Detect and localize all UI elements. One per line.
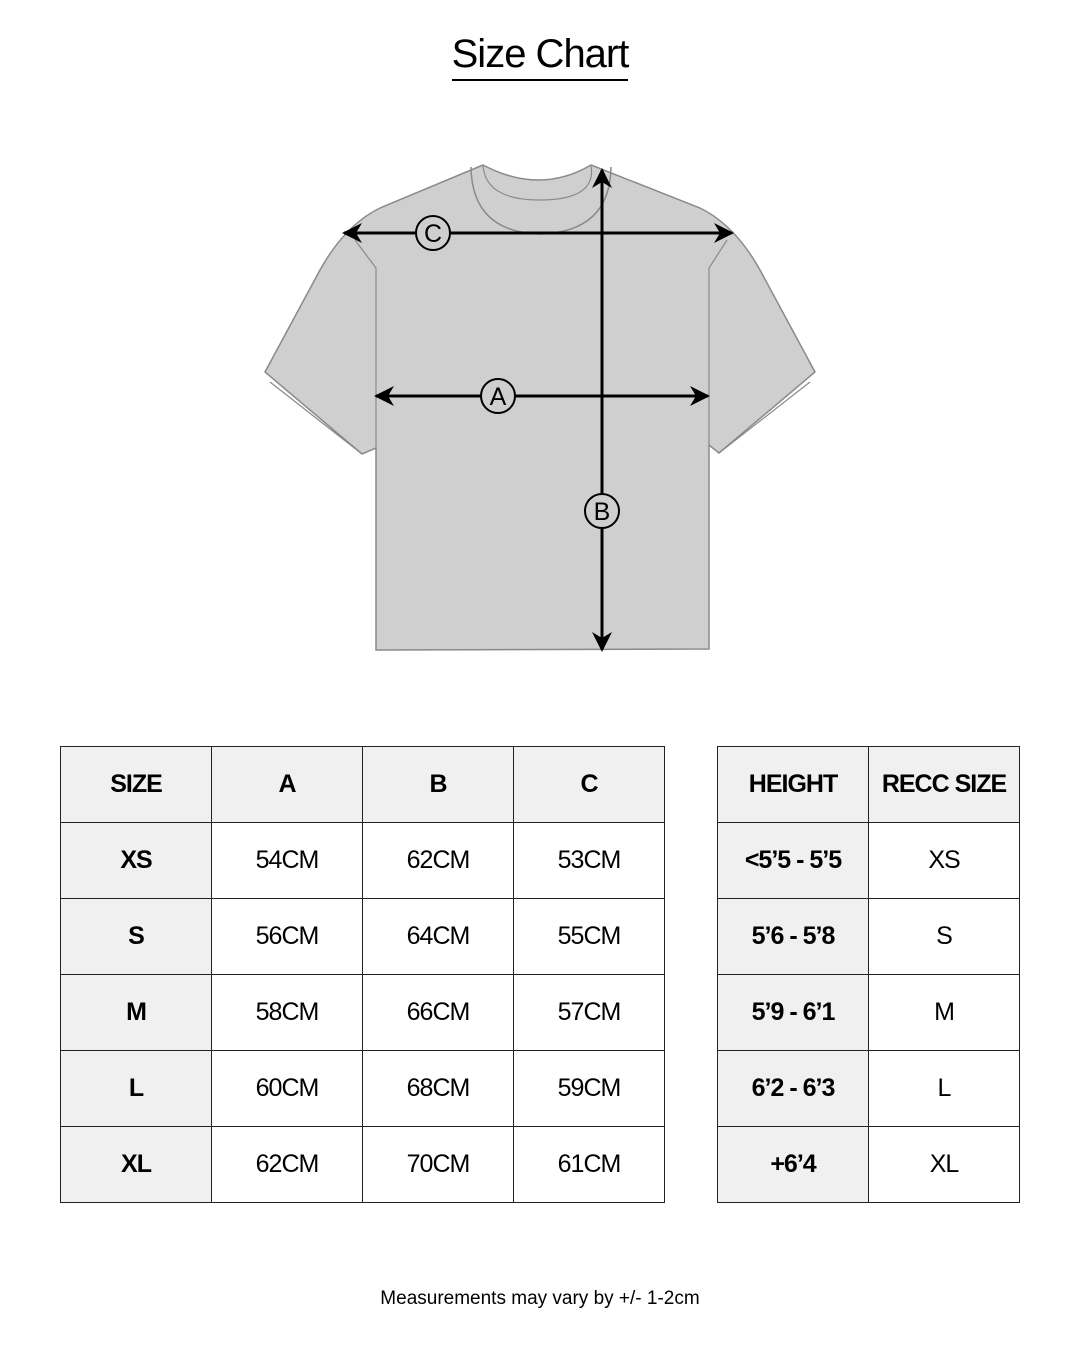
- table-row: [718, 823, 1020, 899]
- measure-a-label: A: [489, 383, 507, 411]
- header-size: SIZE: [61, 747, 212, 823]
- tshirt-shape: [265, 165, 815, 650]
- measure-b-label: B: [593, 498, 611, 526]
- a-cell: 60CM: [212, 1051, 363, 1127]
- a-cell: 54CM: [212, 823, 363, 899]
- measure-c-label: C: [423, 220, 443, 248]
- height-cell: +6’4: [718, 1127, 869, 1203]
- page-title-text: Size Chart: [452, 32, 629, 81]
- a-cell: 56CM: [212, 899, 363, 975]
- header-a: A: [212, 747, 363, 823]
- b-cell: 68CM: [363, 1051, 514, 1127]
- a-cell: 62CM: [212, 1127, 363, 1203]
- size-cell: S: [61, 899, 212, 975]
- c-cell: 53CM: [514, 823, 665, 899]
- table-row: [61, 975, 665, 1051]
- size-table-header-row: [61, 747, 665, 823]
- height-cell: 5’6 - 5’8: [718, 899, 869, 975]
- table-row: [61, 1127, 665, 1203]
- a-cell: 58CM: [212, 975, 363, 1051]
- height-cell: 5’9 - 6’1: [718, 975, 869, 1051]
- b-cell: 64CM: [363, 899, 514, 975]
- table-row: [61, 899, 665, 975]
- recc-size-cell: L: [869, 1051, 1020, 1127]
- size-cell: M: [61, 975, 212, 1051]
- b-cell: 70CM: [363, 1127, 514, 1203]
- table-row: [718, 1127, 1020, 1203]
- b-cell: 66CM: [363, 975, 514, 1051]
- c-cell: 61CM: [514, 1127, 665, 1203]
- size-table: [60, 746, 665, 1203]
- table-row: [718, 1051, 1020, 1127]
- c-cell: 57CM: [514, 975, 665, 1051]
- header-recc-size: RECC SIZE: [869, 747, 1020, 823]
- header-b: B: [363, 747, 514, 823]
- size-cell: L: [61, 1051, 212, 1127]
- table-row: [61, 1051, 665, 1127]
- size-cell: XL: [61, 1127, 212, 1203]
- height-table: [717, 746, 1020, 1203]
- recc-size-cell: M: [869, 975, 1020, 1051]
- c-cell: 59CM: [514, 1051, 665, 1127]
- size-cell: XS: [61, 823, 212, 899]
- height-table-header-row: [718, 747, 1020, 823]
- table-row: [61, 823, 665, 899]
- measurement-note: Measurements may vary by +/- 1-2cm: [380, 1288, 700, 1309]
- table-row: [718, 899, 1020, 975]
- recc-size-cell: XS: [869, 823, 1020, 899]
- header-c: C: [514, 747, 665, 823]
- c-cell: 55CM: [514, 899, 665, 975]
- recc-size-cell: XL: [869, 1127, 1020, 1203]
- height-cell: 6’2 - 6’3: [718, 1051, 869, 1127]
- header-height: HEIGHT: [718, 747, 869, 823]
- recc-size-cell: S: [869, 899, 1020, 975]
- b-cell: 62CM: [363, 823, 514, 899]
- height-cell: <5’5 - 5’5: [718, 823, 869, 899]
- table-row: [718, 975, 1020, 1051]
